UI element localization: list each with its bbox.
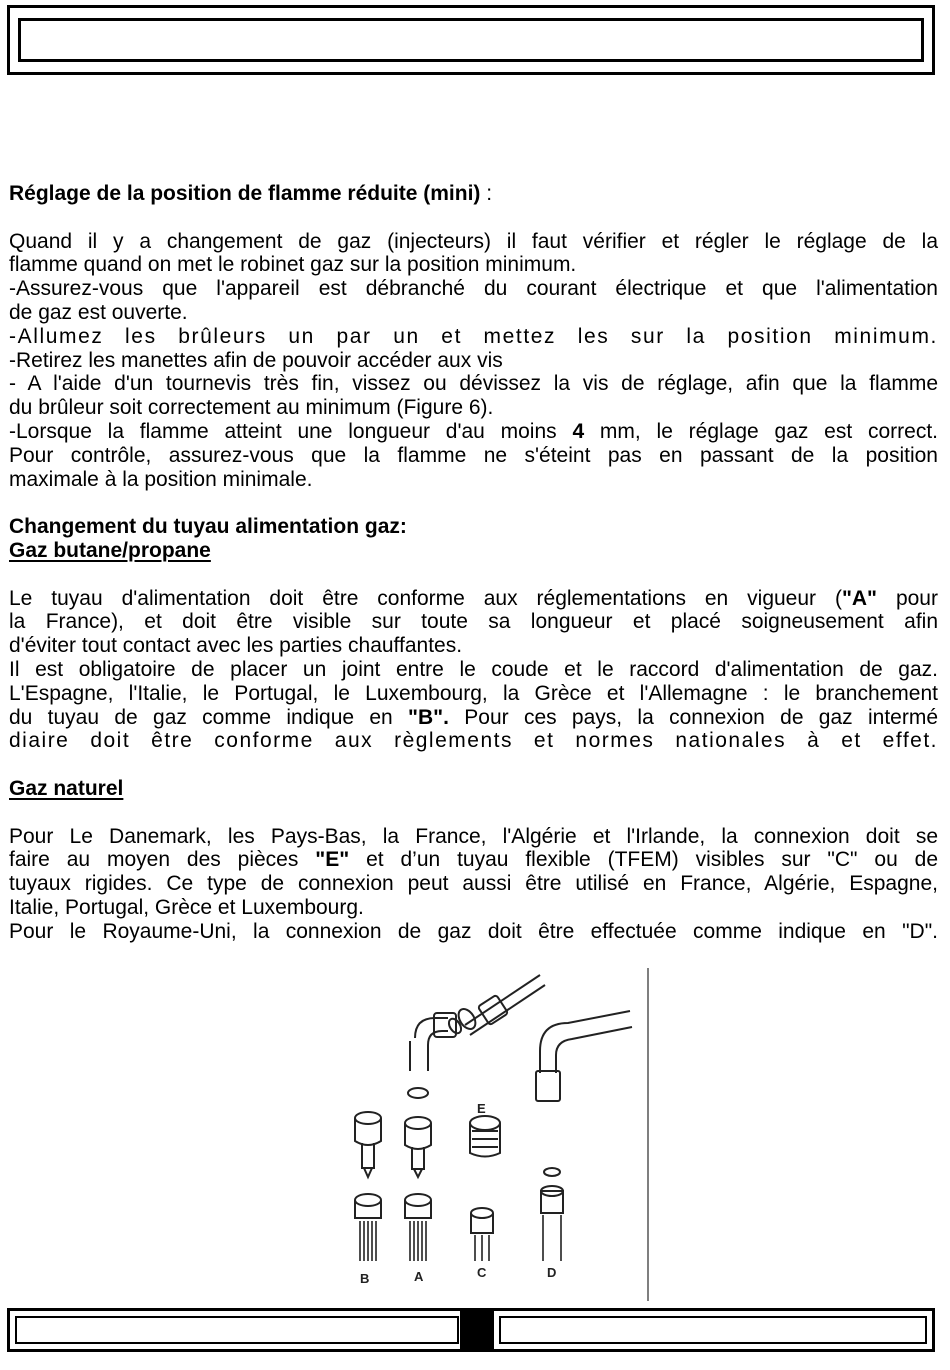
bold-run: "A" [841,586,878,610]
gas-connection-figure [330,963,660,1303]
paragraph-line: flamme quand on met le robinet gaz sur la position minimum. [9,253,577,277]
paragraph-line: -Allumez les brûleurs un par un et mettez les sur la position minimum. [9,324,938,348]
text-run: -Lorsque la flamme atteint une longueur d'au moins [9,419,573,443]
section1-title-suffix: : [480,182,493,205]
paragraph-line: diaire doit être conforme aux règlements et normes nationales à et effet. [9,729,938,753]
paragraph-line [9,848,938,872]
footer-left-frame [15,1316,459,1344]
paragraph-line: d'éviter tout contact avec les parties chauffantes. [9,634,463,658]
text-run: et d’un tuyau flexible (TFEM) visibles sur "C" ou de [349,848,939,872]
header-frame [7,5,935,75]
figure-label-a: A [414,1269,424,1284]
paragraph-line: Il est obligatoire de placer un joint entre le coude et le raccord d'alimentation de gaz. [9,657,938,681]
paragraph-line: maximale à la position minimale. [9,467,313,491]
text-run: du tuyau de gaz comme indique en [9,705,409,729]
text-run: faire au moyen des pièces [9,848,316,872]
text-run: pour [877,586,938,610]
text-run: Pour ces pays, la connexion de gaz intermé [448,705,939,729]
paragraph-line: Pour contrôle, assurez-vous que la flamme ne s'éteint pas en passant de la position [9,443,938,467]
paragraph-line: Pour Le Danemark, les Pays-Bas, la France, l'Algérie et l'Irlande, la connexion doit se [9,824,938,848]
section2-title: Changement du tuyau alimentation gaz: [9,515,407,539]
paragraph-line: Quand il y a changement de gaz (injecteurs) il faut vérifier et régler le réglage de la [9,229,938,253]
header-inner-frame [18,18,924,62]
section1-title: Réglage de la position de flamme réduite (mini) [9,182,481,205]
paragraph-line: L'Espagne, l'Italie, le Portugal, le Luxembourg, la Grèce et l'Allemagne : le branchement [9,681,938,705]
document-body [9,182,938,944]
paragraph-line: - A l'aide d'un tournevis très fin, vissez ou dévissez la vis de réglage, afin que la flamme [9,372,938,396]
paragraph-line: -Assurez-vous que l'appareil est débranché du courant électrique et que l'alimentation [9,277,938,301]
bold-run: 4 [572,419,585,443]
paragraph-line [9,706,938,730]
footer-right-frame [499,1316,927,1344]
section1-heading [9,182,938,206]
bold-run: "E" [315,848,350,872]
figure-label-c: C [477,1265,487,1280]
figure-label-e: E [477,1101,486,1116]
bold-run: "B". [408,705,449,729]
paragraph-line: Italie, Portugal, Grèce et Luxembourg. [9,895,364,919]
section3-subtitle: Gaz naturel [9,776,124,800]
figure-label-b: B [360,1271,370,1286]
text-run: mm, le réglage gaz est correct. [584,419,938,443]
page-number-block [460,1311,494,1349]
paragraph-line: de gaz est ouverte. [9,300,188,324]
section3-subtitle-line [9,777,938,801]
section2-subtitle-line [9,539,938,563]
text-run: Le tuyau d'alimentation doit être conforme aux réglementations en vigueur ( [9,586,842,610]
section2-subtitle: Gaz butane/propane [9,538,211,562]
paragraph-line: la France), et doit être visible sur toute sa longueur et placé soigneusement afin [9,610,938,634]
paragraph-line [9,420,938,444]
paragraph-line: Pour le Royaume-Uni, la connexion de gaz doit être effectuée comme indique en "D". [9,919,938,943]
footer-frame [7,1308,935,1352]
paragraph-line: -Retirez les manettes afin de pouvoir accéder aux vis [9,348,503,372]
paragraph-line [9,587,938,611]
figure-label-d: D [547,1265,557,1280]
paragraph-line: tuyaux rigides. Ce type de connexion peut aussi être utilisé en France, Algérie, Espagne, [9,872,938,896]
paragraph-line: du brûleur soit correctement au minimum (Figure 6). [9,396,494,420]
